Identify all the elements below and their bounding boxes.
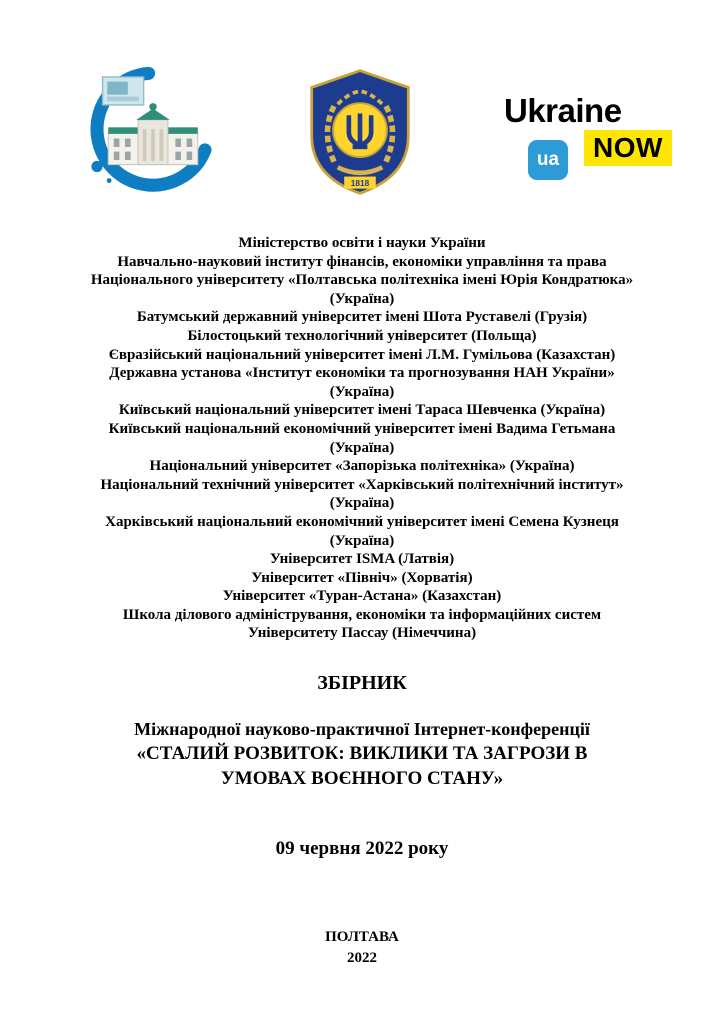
- logos-row: [0, 0, 724, 202]
- institution-line: (Україна): [329, 383, 395, 400]
- institution-line: Білостоцький технологічний університет (Польща): [187, 327, 537, 344]
- institution-line: Національний технічний університет «Харківський політехнічний інститут»: [100, 476, 624, 493]
- institutions-block: [0, 234, 724, 643]
- institution-line: Національного університету «Полтавська політехніка імені Юрія Кондратюка»: [90, 272, 634, 289]
- footer-year: 2022: [347, 950, 377, 967]
- conference-type-line: Міжнародної науково-практичної Інтернет-конференції: [134, 719, 590, 740]
- collection-heading: ЗБІРНИК: [317, 672, 407, 695]
- title-block: [0, 671, 724, 861]
- conference-title-line-1: «СТАЛИЙ РОЗВИТОК: ВИКЛИКИ ТА ЗАГРОЗИ В: [136, 743, 588, 765]
- ukraine-now-logo: [492, 94, 662, 170]
- institution-line: (Україна): [329, 290, 395, 307]
- ukraine-wordmark: Ukraine: [504, 92, 622, 129]
- conference-date: 09 червня 2022 року: [275, 838, 449, 860]
- institution-line: Університет «Туран-Астана» (Казахстан): [222, 588, 502, 605]
- photo-thumbnail-icon: [103, 77, 144, 105]
- institution-line: (Україна): [329, 532, 395, 549]
- institution-line: Університет ISMA (Латвія): [269, 551, 455, 568]
- blue-dot: [91, 161, 102, 172]
- institution-line: (Україна): [329, 495, 395, 512]
- blue-small-dot: [107, 178, 112, 183]
- ukraine-now-row: [492, 130, 672, 170]
- conference-title-line-2: УМОВАХ ВОЄННОГО СТАНУ»: [220, 768, 504, 790]
- institution-line: Школа ділового адміністрування, економіки та інформаційних систем: [122, 606, 602, 623]
- institution-line: Київський національний університет імені Тараса Шевченка (Україна): [118, 402, 606, 419]
- institution-line: Київський національний економічний університет імені Вадима Гетьмана: [108, 420, 616, 437]
- institution-line: Державна установа «Інститут економіки та прогнозування НАН України»: [109, 365, 615, 382]
- institution-line: Євразійський національний університет імені Л.М. Гумільова (Казахстан): [108, 346, 616, 363]
- institution-line: Харківський національний економічний університет імені Семена Кузнеця: [105, 513, 619, 530]
- institute-emblem-graphic: [304, 67, 416, 197]
- institution-line: Міністерство освіти і науки України: [238, 235, 486, 251]
- institution-line: Батумський державний університет імені Шота Руставелі (Грузія): [136, 309, 588, 326]
- institution-line: Національний університет «Запорізька політехніка» (Україна): [149, 458, 575, 475]
- institution-line: Університет «Північ» (Хорватія): [251, 569, 473, 586]
- emblem-year: 1818: [350, 177, 370, 188]
- ua-badge: ua: [528, 140, 568, 180]
- footer-block: [0, 927, 724, 969]
- institute-emblem-logo: [304, 67, 416, 197]
- institution-line: Навчально-науковий інститут фінансів, економіки управління та права: [117, 253, 607, 270]
- university-round-logo-graphic: [78, 62, 228, 202]
- footer-city: ПОЛТАВА: [325, 929, 399, 946]
- now-badge: NOW: [584, 130, 672, 166]
- institution-line: Університету Пассау (Німеччина): [247, 625, 477, 642]
- university-round-logo: [78, 62, 228, 202]
- institution-line: (Україна): [329, 439, 395, 456]
